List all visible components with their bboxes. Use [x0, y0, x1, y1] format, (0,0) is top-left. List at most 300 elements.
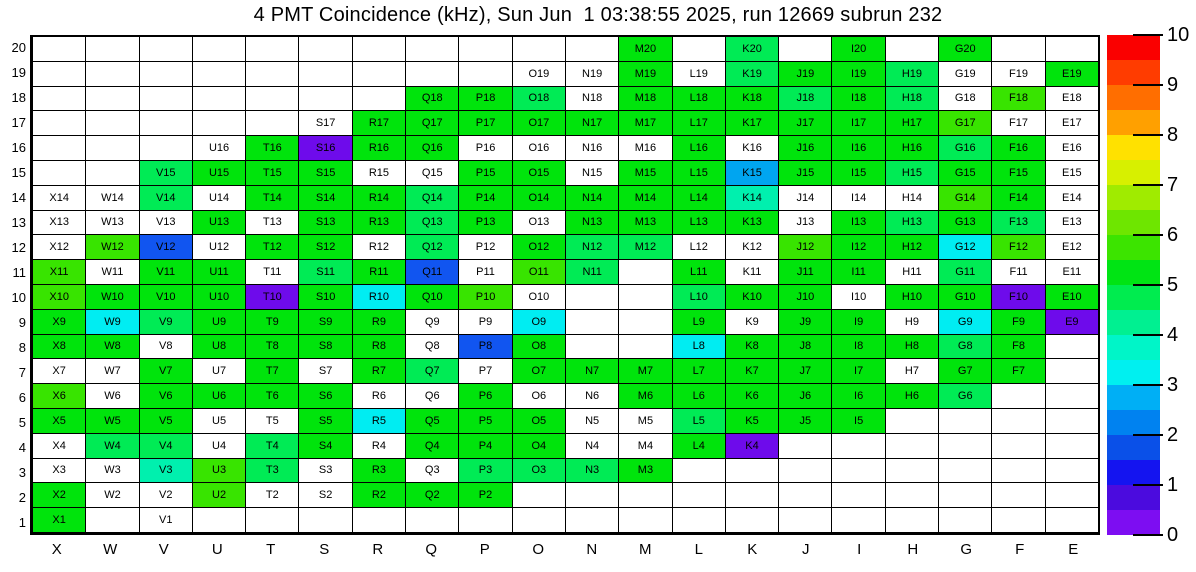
x-axis-label-F: F [1015, 541, 1025, 558]
y-axis-label-12: 12 [11, 240, 26, 255]
cell-R16: R16 [352, 136, 405, 161]
cell-K8: K8 [725, 335, 778, 360]
cell-I8: I8 [831, 335, 884, 360]
cell-U10: U10 [192, 285, 245, 310]
cell-empty [458, 37, 511, 62]
cell-U13: U13 [192, 211, 245, 236]
cell-O11: O11 [512, 260, 565, 285]
cell-H6: H6 [885, 384, 938, 409]
cell-L15: L15 [672, 161, 725, 186]
heatmap-grid [30, 35, 1100, 535]
cell-O17: O17 [512, 111, 565, 136]
cell-empty [938, 483, 991, 508]
cell-X14: X14 [32, 186, 85, 211]
cell-S9: S9 [298, 310, 351, 335]
colorbar-tick-label-0: 0 [1167, 524, 1179, 546]
cell-K6: K6 [725, 384, 778, 409]
cell-M19: M19 [618, 62, 671, 87]
cell-Q14: Q14 [405, 186, 458, 211]
cell-Q10: Q10 [405, 285, 458, 310]
cell-G11: G11 [938, 260, 991, 285]
cell-T6: T6 [245, 384, 298, 409]
cell-S10: S10 [298, 285, 351, 310]
cell-empty [1045, 483, 1098, 508]
cell-S17: S17 [298, 111, 351, 136]
y-axis-label-14: 14 [11, 190, 26, 205]
cell-empty [192, 111, 245, 136]
cell-I19: I19 [831, 62, 884, 87]
colorbar-tick-label-3: 3 [1167, 374, 1179, 396]
cell-empty [1045, 508, 1098, 533]
cell-K13: K13 [725, 211, 778, 236]
cell-empty [1045, 37, 1098, 62]
colorbar-tick-7 [1133, 184, 1163, 186]
cell-Q11: Q11 [405, 260, 458, 285]
cell-E11: E11 [1045, 260, 1098, 285]
cell-K12: K12 [725, 235, 778, 260]
cell-empty [192, 87, 245, 112]
cell-I5: I5 [831, 409, 884, 434]
colorbar-tick-label-9: 9 [1167, 74, 1179, 96]
colorbar-tick-8 [1133, 134, 1163, 136]
cell-empty [991, 409, 1044, 434]
cell-empty [885, 37, 938, 62]
colorbar-band-5 [1107, 260, 1160, 285]
cell-empty [298, 87, 351, 112]
colorbar-tick-label-7: 7 [1167, 174, 1179, 196]
cell-S16: S16 [298, 136, 351, 161]
cell-O4: O4 [512, 434, 565, 459]
cell-E17: E17 [1045, 111, 1098, 136]
cell-O16: O16 [512, 136, 565, 161]
cell-empty [938, 409, 991, 434]
cell-M4: M4 [618, 434, 671, 459]
cell-I6: I6 [831, 384, 884, 409]
cell-empty [32, 136, 85, 161]
cell-W13: W13 [85, 211, 138, 236]
cell-L19: L19 [672, 62, 725, 87]
cell-E15: E15 [1045, 161, 1098, 186]
y-axis-label-7: 7 [18, 365, 26, 380]
cell-M20: M20 [618, 37, 671, 62]
cell-T5: T5 [245, 409, 298, 434]
cell-X7: X7 [32, 359, 85, 384]
cell-I16: I16 [831, 136, 884, 161]
cell-U6: U6 [192, 384, 245, 409]
cell-Q4: Q4 [405, 434, 458, 459]
cell-J8: J8 [778, 335, 831, 360]
cell-O8: O8 [512, 335, 565, 360]
cell-N5: N5 [565, 409, 618, 434]
cell-M14: M14 [618, 186, 671, 211]
cell-empty [139, 136, 192, 161]
cell-V7: V7 [139, 359, 192, 384]
cell-F10: F10 [991, 285, 1044, 310]
cell-empty [778, 508, 831, 533]
cell-S15: S15 [298, 161, 351, 186]
colorbar-band-7 [1107, 160, 1160, 185]
cell-H9: H9 [885, 310, 938, 335]
colorbar-tick-2 [1133, 434, 1163, 436]
cell-P5: P5 [458, 409, 511, 434]
cell-M3: M3 [618, 459, 671, 484]
cell-W5: W5 [85, 409, 138, 434]
cell-T12: T12 [245, 235, 298, 260]
cell-X12: X12 [32, 235, 85, 260]
cell-L12: L12 [672, 235, 725, 260]
cell-L7: L7 [672, 359, 725, 384]
cell-N7: N7 [565, 359, 618, 384]
cell-S2: S2 [298, 483, 351, 508]
y-axis-label-11: 11 [12, 265, 26, 280]
cell-empty [85, 161, 138, 186]
cell-empty [192, 508, 245, 533]
cell-T16: T16 [245, 136, 298, 161]
cell-empty [565, 37, 618, 62]
cell-empty [298, 37, 351, 62]
cell-empty [778, 483, 831, 508]
cell-W6: W6 [85, 384, 138, 409]
cell-empty [565, 508, 618, 533]
cell-I12: I12 [831, 235, 884, 260]
cell-H18: H18 [885, 87, 938, 112]
cell-W7: W7 [85, 359, 138, 384]
cell-G17: G17 [938, 111, 991, 136]
cell-S11: S11 [298, 260, 351, 285]
cell-N14: N14 [565, 186, 618, 211]
cell-O18: O18 [512, 87, 565, 112]
colorbar-tick-1 [1133, 484, 1163, 486]
cell-X1: X1 [32, 508, 85, 533]
cell-V2: V2 [139, 483, 192, 508]
y-axis-label-9: 9 [18, 315, 26, 330]
cell-Q18: Q18 [405, 87, 458, 112]
cell-empty [245, 508, 298, 533]
cell-X8: X8 [32, 335, 85, 360]
cell-R7: R7 [352, 359, 405, 384]
colorbar-tick-label-5: 5 [1167, 274, 1179, 296]
cell-I17: I17 [831, 111, 884, 136]
cell-H19: H19 [885, 62, 938, 87]
cell-S5: S5 [298, 409, 351, 434]
cell-F11: F11 [991, 260, 1044, 285]
cell-L17: L17 [672, 111, 725, 136]
cell-empty [458, 508, 511, 533]
cell-M5: M5 [618, 409, 671, 434]
cell-Q6: Q6 [405, 384, 458, 409]
cell-X11: X11 [32, 260, 85, 285]
cell-L10: L10 [672, 285, 725, 310]
cell-R3: R3 [352, 459, 405, 484]
colorbar-band-7.5 [1107, 135, 1160, 160]
cell-empty [831, 508, 884, 533]
cell-empty [1045, 384, 1098, 409]
x-axis-label-H: H [907, 541, 919, 558]
cell-L5: L5 [672, 409, 725, 434]
colorbar-tick-label-10: 10 [1167, 24, 1190, 46]
cell-empty [991, 384, 1044, 409]
cell-G13: G13 [938, 211, 991, 236]
cell-N18: N18 [565, 87, 618, 112]
cell-O15: O15 [512, 161, 565, 186]
y-axis-label-3: 3 [18, 465, 26, 480]
y-axis-label-8: 8 [18, 340, 26, 355]
cell-I15: I15 [831, 161, 884, 186]
cell-Q7: Q7 [405, 359, 458, 384]
colorbar-band-0.5 [1107, 485, 1160, 510]
cell-R17: R17 [352, 111, 405, 136]
cell-V13: V13 [139, 211, 192, 236]
colorbar-tick-4 [1133, 334, 1163, 336]
cell-O5: O5 [512, 409, 565, 434]
cell-O9: O9 [512, 310, 565, 335]
cell-L4: L4 [672, 434, 725, 459]
cell-empty [831, 483, 884, 508]
cell-J6: J6 [778, 384, 831, 409]
cell-empty [1045, 335, 1098, 360]
cell-I14: I14 [831, 186, 884, 211]
cell-empty [32, 111, 85, 136]
cell-I7: I7 [831, 359, 884, 384]
cell-O12: O12 [512, 235, 565, 260]
cell-L16: L16 [672, 136, 725, 161]
cell-empty [1045, 359, 1098, 384]
cell-Q9: Q9 [405, 310, 458, 335]
cell-F13: F13 [991, 211, 1044, 236]
cell-empty [831, 459, 884, 484]
cell-I9: I9 [831, 310, 884, 335]
y-axis-label-5: 5 [18, 415, 26, 430]
x-axis-label-S: S [319, 541, 330, 558]
x-axis-label-E: E [1068, 541, 1079, 558]
cell-L9: L9 [672, 310, 725, 335]
cell-empty [618, 285, 671, 310]
colorbar-tick-label-1: 1 [1167, 474, 1179, 496]
colorbar-band-3 [1107, 360, 1160, 385]
colorbar-tick-9 [1133, 84, 1163, 86]
cell-O3: O3 [512, 459, 565, 484]
colorbar-tick-label-4: 4 [1167, 324, 1179, 346]
cell-K9: K9 [725, 310, 778, 335]
colorbar-tick-label-8: 8 [1167, 124, 1179, 146]
cell-W8: W8 [85, 335, 138, 360]
cell-R15: R15 [352, 161, 405, 186]
cell-T13: T13 [245, 211, 298, 236]
colorbar-band-8 [1107, 110, 1160, 135]
cell-X13: X13 [32, 211, 85, 236]
cell-X3: X3 [32, 459, 85, 484]
cell-N19: N19 [565, 62, 618, 87]
colorbar-band-2.5 [1107, 385, 1160, 410]
cell-P2: P2 [458, 483, 511, 508]
cell-V9: V9 [139, 310, 192, 335]
cell-O13: O13 [512, 211, 565, 236]
cell-U12: U12 [192, 235, 245, 260]
cell-empty [938, 508, 991, 533]
cell-O14: O14 [512, 186, 565, 211]
cell-O6: O6 [512, 384, 565, 409]
cell-Q12: Q12 [405, 235, 458, 260]
cell-H13: H13 [885, 211, 938, 236]
cell-empty [32, 37, 85, 62]
cell-empty [938, 434, 991, 459]
cell-H15: H15 [885, 161, 938, 186]
cell-empty [352, 508, 405, 533]
cell-empty [405, 62, 458, 87]
cell-P13: P13 [458, 211, 511, 236]
cell-empty [85, 87, 138, 112]
cell-M7: M7 [618, 359, 671, 384]
cell-K10: K10 [725, 285, 778, 310]
cell-empty [618, 310, 671, 335]
cell-F12: F12 [991, 235, 1044, 260]
cell-T8: T8 [245, 335, 298, 360]
cell-N3: N3 [565, 459, 618, 484]
cell-empty [352, 87, 405, 112]
cell-V6: V6 [139, 384, 192, 409]
colorbar-tick-3 [1133, 384, 1163, 386]
cell-G20: G20 [938, 37, 991, 62]
x-axis-label-G: G [960, 541, 973, 558]
cell-H16: H16 [885, 136, 938, 161]
cell-U11: U11 [192, 260, 245, 285]
cell-J13: J13 [778, 211, 831, 236]
colorbar-band-5.5 [1107, 235, 1160, 260]
cell-P11: P11 [458, 260, 511, 285]
cell-U7: U7 [192, 359, 245, 384]
cell-N15: N15 [565, 161, 618, 186]
cell-empty [672, 37, 725, 62]
colorbar-tick-label-2: 2 [1167, 424, 1179, 446]
cell-H11: H11 [885, 260, 938, 285]
cell-R12: R12 [352, 235, 405, 260]
cell-M15: M15 [618, 161, 671, 186]
cell-K7: K7 [725, 359, 778, 384]
cell-N12: N12 [565, 235, 618, 260]
cell-T14: T14 [245, 186, 298, 211]
colorbar-band-8.5 [1107, 85, 1160, 110]
cell-K16: K16 [725, 136, 778, 161]
cell-Q15: Q15 [405, 161, 458, 186]
cell-K5: K5 [725, 409, 778, 434]
cell-E9: E9 [1045, 310, 1098, 335]
y-axis-label-19: 19 [11, 65, 26, 80]
cell-empty [458, 62, 511, 87]
cell-P8: P8 [458, 335, 511, 360]
cell-J17: J17 [778, 111, 831, 136]
cell-empty [1045, 459, 1098, 484]
cell-J18: J18 [778, 87, 831, 112]
cell-empty [672, 483, 725, 508]
cell-empty [85, 62, 138, 87]
cell-empty [405, 508, 458, 533]
y-axis-label-4: 4 [18, 440, 26, 455]
cell-Q13: Q13 [405, 211, 458, 236]
cell-P16: P16 [458, 136, 511, 161]
cell-L13: L13 [672, 211, 725, 236]
cell-F17: F17 [991, 111, 1044, 136]
cell-empty [32, 161, 85, 186]
colorbar-band-4.5 [1107, 285, 1160, 310]
cell-empty [991, 37, 1044, 62]
cell-I10: I10 [831, 285, 884, 310]
cell-W3: W3 [85, 459, 138, 484]
x-axis-label-X: X [51, 541, 62, 558]
cell-U8: U8 [192, 335, 245, 360]
cell-N6: N6 [565, 384, 618, 409]
cell-empty [32, 87, 85, 112]
cell-L8: L8 [672, 335, 725, 360]
cell-P6: P6 [458, 384, 511, 409]
cell-L14: L14 [672, 186, 725, 211]
cell-empty [352, 62, 405, 87]
cell-W4: W4 [85, 434, 138, 459]
colorbar-band-2 [1107, 410, 1160, 435]
cell-G14: G14 [938, 186, 991, 211]
y-axis-label-1: 1 [18, 515, 26, 530]
cell-F18: F18 [991, 87, 1044, 112]
chart-title: 4 PMT Coincidence (kHz), Sun Jun 1 03:38:55 2025, run 12669 subrun 232 [253, 4, 943, 26]
cell-W9: W9 [85, 310, 138, 335]
cell-U14: U14 [192, 186, 245, 211]
x-axis-label-N: N [586, 541, 598, 558]
cell-R13: R13 [352, 211, 405, 236]
y-axis-label-6: 6 [18, 390, 26, 405]
cell-H12: H12 [885, 235, 938, 260]
cell-K4: K4 [725, 434, 778, 459]
cell-F7: F7 [991, 359, 1044, 384]
cell-empty [245, 87, 298, 112]
cell-N17: N17 [565, 111, 618, 136]
cell-P12: P12 [458, 235, 511, 260]
colorbar-tick-label-6: 6 [1167, 224, 1179, 246]
colorbar-band-1.5 [1107, 435, 1160, 460]
cell-F15: F15 [991, 161, 1044, 186]
cell-O19: O19 [512, 62, 565, 87]
cell-K11: K11 [725, 260, 778, 285]
x-axis-label-U: U [211, 541, 223, 558]
cell-empty [885, 483, 938, 508]
y-axis-label-17: 17 [11, 115, 26, 130]
cell-J10: J10 [778, 285, 831, 310]
cell-empty [85, 508, 138, 533]
x-axis-label-J: J [802, 541, 810, 558]
x-axis-label-K: K [747, 541, 758, 558]
cell-R8: R8 [352, 335, 405, 360]
cell-S4: S4 [298, 434, 351, 459]
cell-P17: P17 [458, 111, 511, 136]
cell-M18: M18 [618, 87, 671, 112]
cell-R10: R10 [352, 285, 405, 310]
cell-empty [885, 508, 938, 533]
cell-S3: S3 [298, 459, 351, 484]
cell-G12: G12 [938, 235, 991, 260]
colorbar-band-6.5 [1107, 185, 1160, 210]
cell-X6: X6 [32, 384, 85, 409]
cell-G18: G18 [938, 87, 991, 112]
cell-L6: L6 [672, 384, 725, 409]
cell-N16: N16 [565, 136, 618, 161]
cell-J7: J7 [778, 359, 831, 384]
cell-empty [618, 260, 671, 285]
cell-U9: U9 [192, 310, 245, 335]
x-axis-label-P: P [479, 541, 490, 558]
x-axis-label-V: V [158, 541, 169, 558]
cell-empty [192, 37, 245, 62]
cell-R4: R4 [352, 434, 405, 459]
x-axis-label-I: I [857, 541, 862, 558]
cell-X2: X2 [32, 483, 85, 508]
